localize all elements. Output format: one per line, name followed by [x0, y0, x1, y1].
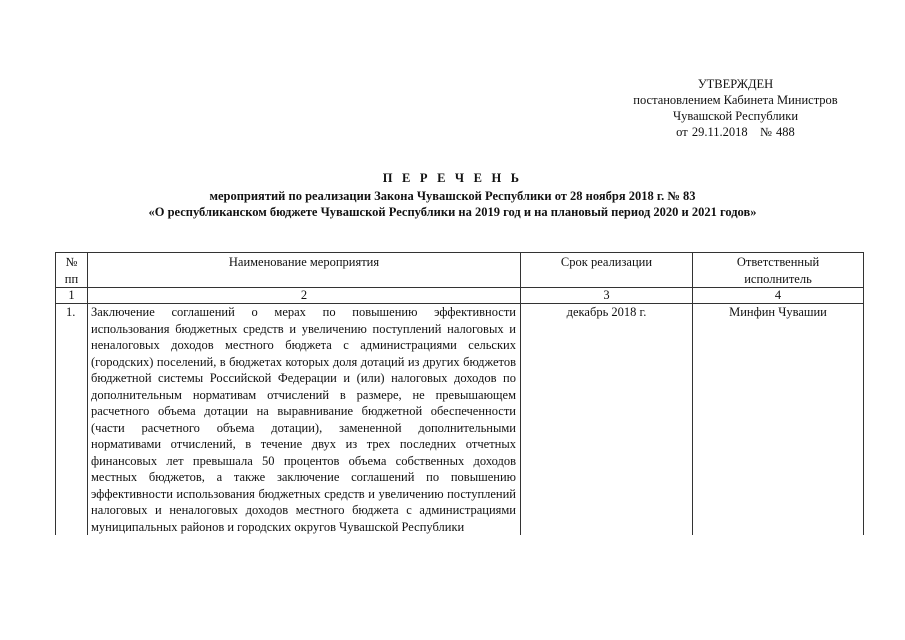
column-number-2: 2: [88, 288, 521, 304]
header-number-line2: пп: [64, 271, 79, 286]
table-header-row: [56, 253, 864, 288]
header-term: Срок реализации: [521, 253, 693, 288]
document-subtitle-budget: «О республиканском бюджете Чувашской Республики на 2019 год и на плановый период 2020 и 2021 годов»: [148, 205, 757, 219]
document-title: П Е Р Е Ч Е Н Ь: [382, 171, 523, 185]
column-number-row: [56, 288, 864, 304]
column-number-4: 4: [693, 288, 864, 304]
approval-date-number: от 29.11.2018 № 488: [676, 125, 795, 139]
row-measure-name: Заключение соглашений о мерах по повышению эффективности использования бюджетных средств и увеличению поступлений налоговых и неналоговых доходов местного бюджета с администрациями сельских (городских) поселений, в бюджетах которых доля дотаций из других бюджетов бюджетной системы Российской Федерации и (или) налоговых доходов по дополнительным нормативам отчислений в размере, не превышающем расчетного объема дотации на выравнивание бюджетной обеспеченности (части расчетного объема дотации), замененной дополнительными нормативами отчислений, в течение двух из трех последних отчетных финансовых лет превышала 50 процентов объема собственных доходов местных бюджетов, а также заключение соглашений по повышению эффективности использования бюджетных средств и увеличению поступлений налоговых и неналоговых доходов местного бюджета с администрациями муниципальных районов и городских округов Чувашской Республики: [88, 304, 521, 536]
column-number-3: 3: [521, 288, 693, 304]
approval-issuer: постановлением Кабинета Министров: [633, 93, 838, 107]
header-name: Наименование мероприятия: [88, 253, 521, 288]
row-executor: Минфин Чувашии: [693, 304, 864, 536]
measures-table: [55, 252, 864, 535]
approval-block: [608, 76, 863, 140]
document-subtitle-law: мероприятий по реализации Закона Чувашской Республики от 28 ноября 2018 г. № 83: [209, 189, 696, 203]
header-executor: [693, 253, 864, 288]
header-executor-line1: Ответственный: [736, 255, 820, 269]
approval-title: УТВЕРЖДЕН: [697, 77, 774, 91]
header-number-line1: №: [65, 255, 78, 269]
header-executor-line2: исполнитель: [744, 271, 812, 286]
table-row: [56, 304, 864, 536]
column-number-1: 1: [56, 288, 88, 304]
header-number: [56, 253, 88, 288]
row-number: 1.: [56, 304, 88, 536]
approval-republic: Чувашской Республики: [672, 109, 799, 123]
row-term: декабрь 2018 г.: [521, 304, 693, 536]
